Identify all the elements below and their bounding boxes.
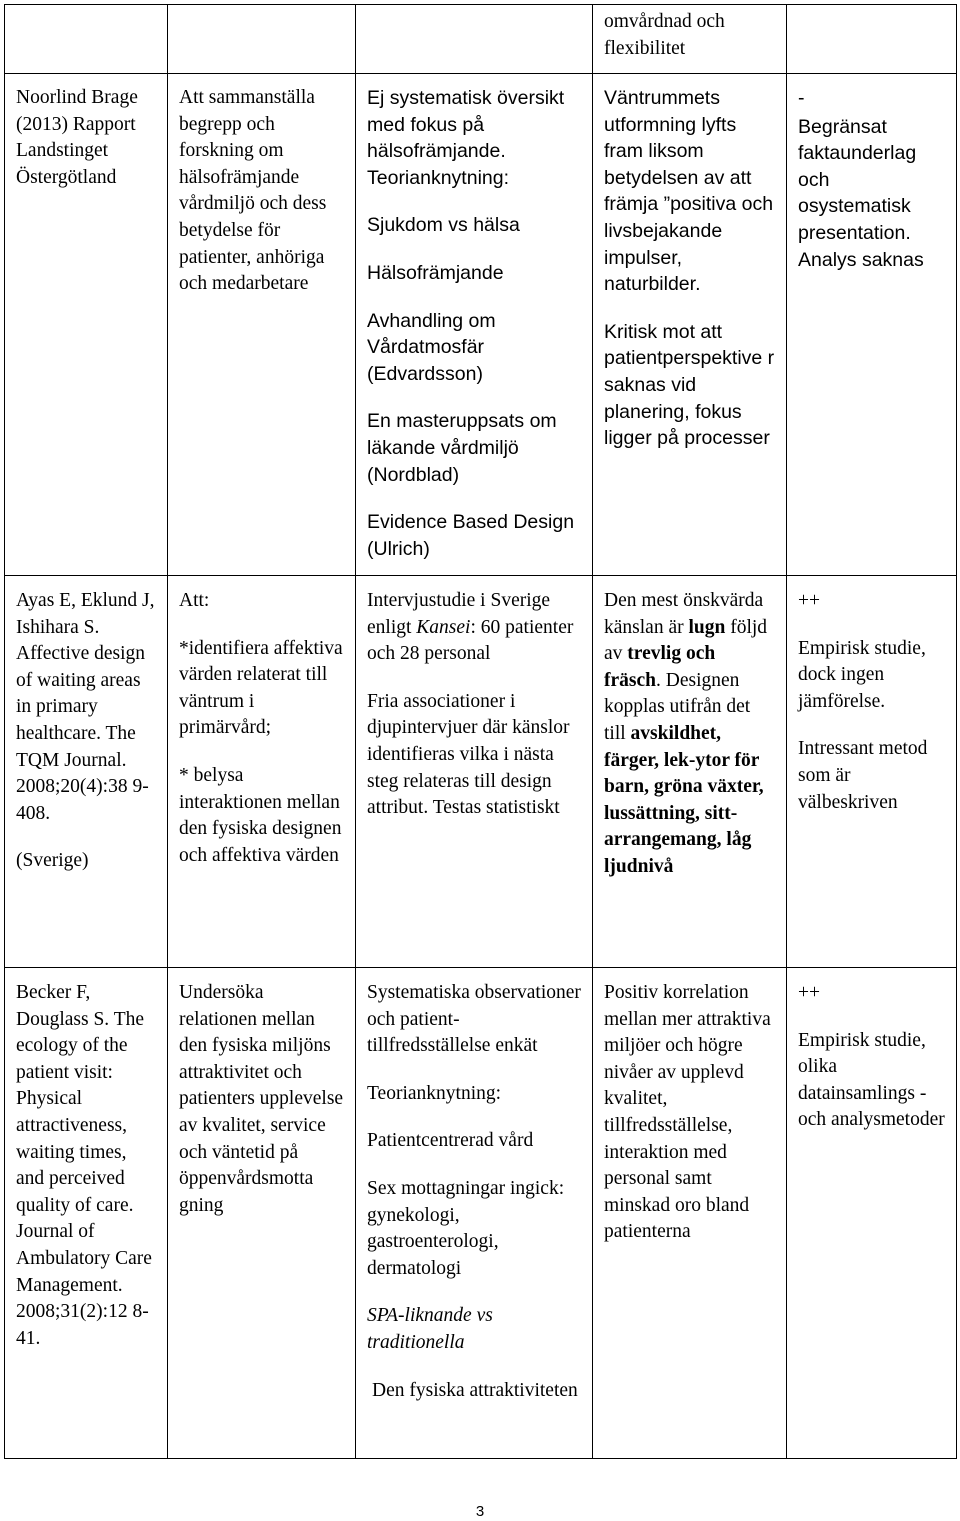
- results-text: följd av: [604, 616, 768, 665]
- method-text: : 60 patienter och 28 personal: [367, 616, 574, 665]
- method-text: Evidence Based Design (Ulrich): [367, 511, 575, 560]
- results-text: . Designen kopplas utifrån det till: [604, 669, 751, 744]
- aim-text: Att:: [179, 590, 210, 611]
- results-emphasis: trevlig och fräsch: [604, 643, 716, 691]
- results-cell: [593, 576, 787, 968]
- method-text: Intervjustudie i Sverige enligt: [367, 590, 551, 638]
- quality-cell: [787, 5, 957, 74]
- quality-text: Analys saknas: [798, 248, 924, 271]
- study-reference: Noorlind Brage (2013) Rapport Landstinget Östergötland: [16, 87, 138, 188]
- method-text: Teorianknytning:: [367, 166, 510, 189]
- aim-cell: [168, 5, 356, 74]
- method-cell: [356, 5, 593, 74]
- results-text: omvårdnad och flexibilitet: [604, 11, 725, 59]
- quality-text: ++: [798, 590, 820, 611]
- quality-text: Empirisk studie, olika datainsamlings - och analysmetoder: [798, 1029, 945, 1131]
- quality-text: Begränsat faktaunderlag och osystematisk presentation.: [798, 115, 917, 244]
- results-text: Väntrummets utformning lyfts fram liksom betydelsen av att främja ”positiva och livsbejakande impulser, naturbilder.: [604, 87, 774, 296]
- study-cell: [5, 968, 168, 1459]
- method-text: Hälsofrämjande: [367, 261, 504, 284]
- aim-text: Undersöka relationen mellan den fysiska miljöns attraktivitet och patienters upplevelse av kvalitet, service och väntetid på öppenvårdsmotta gning: [179, 982, 344, 1216]
- study-reference: Becker F, Douglass S. The ecology of the patient visit: Physical attractiveness, waiting times, and perceived quality of care. Journal of Ambulatory Care Management. 2008;31(2):12 8-41.: [16, 982, 152, 1349]
- table-row: [5, 576, 957, 968]
- method-text: Sex mottagningar ingick: gynekologi, gastroenterologi, dermatologi: [367, 1177, 565, 1279]
- aim-text: Att sammanställa begrepp och forskning om hälsofrämjande vårdmiljö och dess betydelse för patienter, anhöriga och medarbetare: [179, 87, 327, 295]
- study-cell: [5, 576, 168, 968]
- aim-cell: [168, 576, 356, 968]
- aim-text: * belysa interaktionen mellan den fysiska designen och affektiva värden: [179, 764, 342, 866]
- study-cell: [5, 74, 168, 576]
- method-text: Fria associationer i djupintervjuer där känslor identifieras vilka i nästa steg relateras till design attribut. Testas statistiskt: [367, 690, 570, 819]
- results-emphasis: lugn: [688, 616, 726, 638]
- method-text: Patientcentrerad vård: [367, 1130, 534, 1152]
- quality-text: ++: [798, 982, 820, 1003]
- method-text: Sjukdom vs hälsa: [367, 214, 520, 237]
- method-text: Avhandling om Vårdatmosfär (Edvardsson): [367, 309, 496, 385]
- results-emphasis: avskildhet, färger, lek-ytor för barn, gröna växter, lussättning, sitt-arrangemang, låg ljudnivå: [604, 722, 764, 877]
- study-country: (Sverige): [16, 850, 89, 872]
- method-text: Systematiska observationer och patient-tillfredsställelse enkät: [367, 982, 581, 1057]
- method-kansei: Kansei: [416, 616, 471, 638]
- results-cell: [593, 74, 787, 576]
- aim-cell: [168, 74, 356, 576]
- quality-text: -: [798, 87, 805, 109]
- results-cell: [593, 968, 787, 1459]
- method-text: Ej systematisk översikt med fokus på hälsofrämjande.: [367, 87, 565, 163]
- quality-text: Empirisk studie, dock ingen jämförelse.: [798, 637, 926, 712]
- quality-cell: [787, 576, 957, 968]
- quality-text: Intressant metod som är välbeskriven: [798, 738, 928, 813]
- results-text: Den mest önskvärda känslan är: [604, 590, 764, 638]
- results-text: Kritisk mot att patientperspektive r saknas vid planering, fokus ligger på processer: [604, 320, 775, 450]
- page-number: 3: [475, 1503, 485, 1520]
- study-cell: [5, 5, 168, 74]
- aim-cell: [168, 968, 356, 1459]
- method-text: SPA-liknande vs traditionella: [367, 1305, 493, 1353]
- study-reference: Ayas E, Eklund J, Ishihara S. Affective design of waiting areas in primary healthcare. The TQM Journal. 2008;20(4):38 9-408.: [16, 590, 155, 824]
- results-text: Positiv korrelation mellan mer attraktiva miljöer och högre nivåer av upplevd kvalitet, tillfredsställelse, interaktion med personal samt minskad oro bland patienterna: [604, 982, 771, 1243]
- table-row: [5, 74, 957, 576]
- results-cell: [593, 5, 787, 74]
- method-text: En masteruppsats om läkande vårdmiljö (Nordblad): [367, 410, 557, 486]
- method-cell: [356, 968, 593, 1459]
- method-cell: [356, 576, 593, 968]
- table-row: [5, 5, 957, 74]
- literature-review-table: [4, 4, 957, 1459]
- quality-cell: [787, 74, 957, 576]
- method-cell: [356, 74, 593, 576]
- table-row: [5, 968, 957, 1459]
- method-text: Teorianknytning:: [367, 1082, 502, 1104]
- aim-text: *identifiera affektiva värden relaterat till väntrum i primärvård;: [179, 637, 343, 739]
- quality-cell: [787, 968, 957, 1459]
- method-text: Den fysiska attraktiviteten: [372, 1379, 578, 1401]
